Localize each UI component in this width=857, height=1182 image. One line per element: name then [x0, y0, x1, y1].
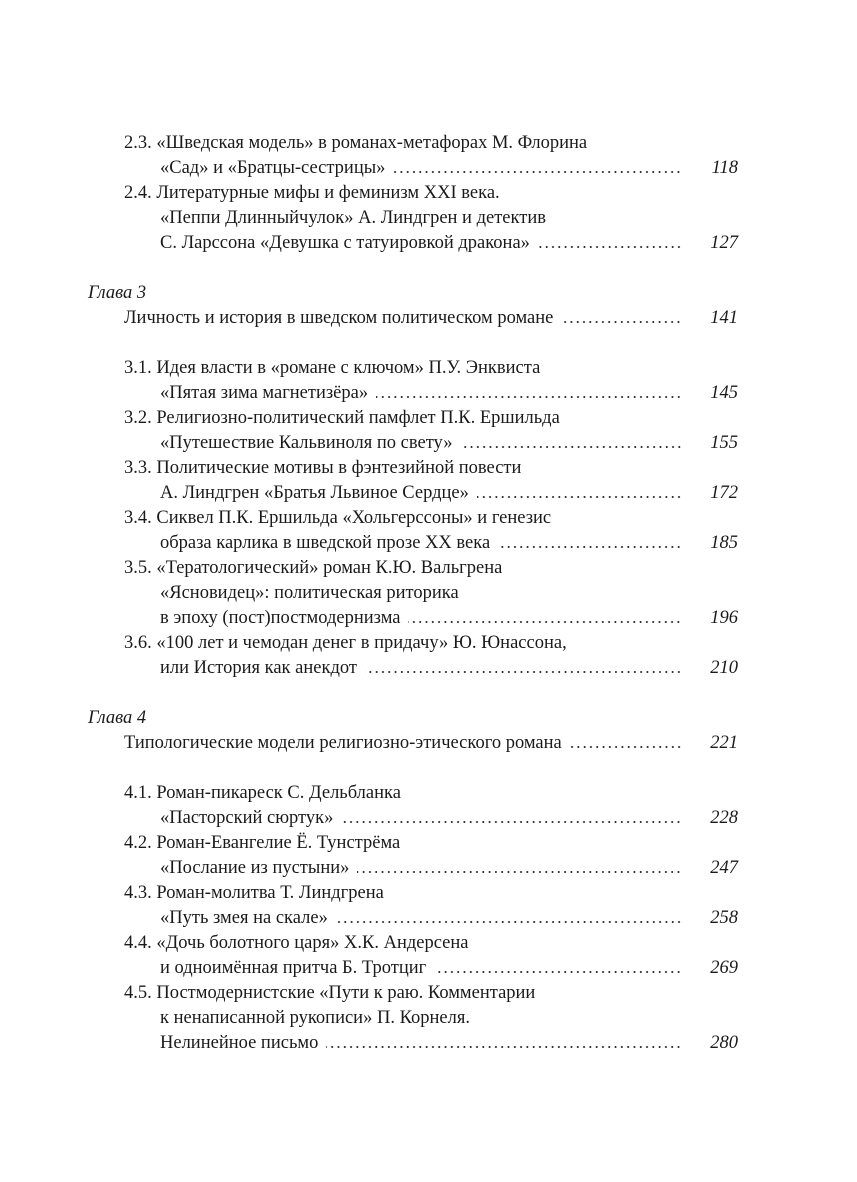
toc-line — [0, 431, 857, 456]
page-number: 228 — [710, 808, 738, 828]
toc-entry-line — [0, 881, 857, 906]
toc-entry-line — [0, 781, 857, 806]
toc-line — [0, 231, 857, 256]
entry-text: 3.5. «Тератологический» роман К.Ю. Вальгрена — [124, 558, 503, 578]
leader-line — [160, 531, 688, 556]
entry-text: С. Ларссона «Девушка с татуировкой дракона» — [160, 233, 530, 253]
entry-text: или История как анекдот — [160, 658, 357, 678]
chapter-heading-line — [0, 706, 857, 731]
leader-line — [160, 606, 688, 631]
leader-line — [160, 956, 688, 981]
spacer — [0, 756, 857, 781]
entry-text: «Пеппи Длинныйчулок» А. Линдгрен и детектив — [160, 208, 546, 228]
toc-entry-line — [0, 831, 857, 856]
entry-text: «Путешествие Кальвиноля по свету» — [160, 433, 453, 453]
page-number: 145 — [710, 383, 738, 403]
leader-line — [124, 306, 688, 331]
dot-leader — [570, 746, 682, 748]
toc-entry-line — [0, 631, 857, 656]
page-number: 258 — [710, 908, 738, 928]
dot-leader — [408, 621, 682, 623]
entry-text: 3.4. Сиквел П.К. Ершильда «Хольгерссоны» и генезис — [124, 508, 552, 528]
page-number: 196 — [710, 608, 738, 628]
toc-line — [0, 656, 857, 681]
entry-text: Личность и история в шведском политическом романе — [124, 308, 554, 328]
entry-text: 2.3. «Шведская модель» в романах-метафорах М. Флорина — [124, 133, 588, 153]
chapter-heading: Глава 4 — [88, 708, 147, 728]
page-number: 172 — [710, 483, 738, 503]
entry-text: Нелинейное письмо — [160, 1033, 319, 1053]
dot-leader — [336, 921, 682, 923]
entry-text: 4.3. Роман-молитва Т. Линдгрена — [124, 883, 384, 903]
dot-leader — [376, 396, 682, 398]
dot-leader — [365, 671, 682, 673]
toc-entry-line — [0, 406, 857, 431]
entry-text: «Пасторский сюртук» — [160, 808, 334, 828]
page-number: 155 — [710, 433, 738, 453]
toc-entry-line — [0, 131, 857, 156]
entry-text: Типологические модели религиозно-этического романа — [124, 733, 562, 753]
page-number: 141 — [710, 308, 738, 328]
entry-text: А. Линдгрен «Братья Львиное Сердце» — [160, 483, 469, 503]
entry-text: 4.1. Роман-пикареск С. Дельбланка — [124, 783, 401, 803]
entry-text: к ненаписанной рукописи» П. Корнеля. — [160, 1008, 470, 1028]
entry-text: 4.4. «Дочь болотного царя» Х.К. Андерсена — [124, 933, 469, 953]
page-number: 280 — [710, 1033, 738, 1053]
entry-text: «Послание из пустыни» — [160, 858, 350, 878]
toc-entry-line — [0, 1006, 857, 1031]
toc-entry-line — [0, 981, 857, 1006]
leader-line — [160, 1031, 688, 1056]
page-number: 247 — [710, 858, 738, 878]
entry-text: в эпоху (пост)постмодернизма — [160, 608, 401, 628]
toc-entry-line — [0, 581, 857, 606]
toc-entry-line — [0, 181, 857, 206]
leader-line — [160, 231, 688, 256]
dot-leader — [561, 321, 682, 323]
page-number: 185 — [710, 533, 738, 553]
chapter-heading-line — [0, 281, 857, 306]
page-number: 221 — [710, 733, 738, 753]
entry-text: 3.3. Политические мотивы в фэнтезийной повести — [124, 458, 522, 478]
entry-text: 3.1. Идея власти в «романе с ключом» П.У. Энквиста — [124, 358, 541, 378]
entry-text: образа карлика в шведской прозе XX века — [160, 533, 491, 553]
dot-leader — [477, 496, 682, 498]
entry-text: 4.5. Постмодернистские «Пути к раю. Комментарии — [124, 983, 536, 1003]
leader-line — [160, 481, 688, 506]
page-number: 269 — [710, 958, 738, 978]
toc-line — [0, 731, 857, 756]
toc-line — [0, 806, 857, 831]
spacer — [0, 331, 857, 356]
entry-text: 2.4. Литературные мифы и феминизм XXI века. — [124, 183, 500, 203]
toc-line — [0, 531, 857, 556]
page-number: 118 — [711, 158, 738, 178]
table-of-contents — [0, 131, 857, 1056]
page-number: 127 — [710, 233, 738, 253]
toc-line — [0, 306, 857, 331]
toc-line — [0, 856, 857, 881]
toc-line — [0, 1031, 857, 1056]
chapter-heading: Глава 3 — [88, 283, 147, 303]
leader-line — [124, 731, 688, 756]
entry-text: «Сад» и «Братцы-сестрицы» — [160, 158, 386, 178]
leader-line — [160, 906, 688, 931]
entry-text: и одноимённая притча Б. Тротциг — [160, 958, 427, 978]
spacer — [0, 256, 857, 281]
toc-entry-line — [0, 556, 857, 581]
toc-entry-line — [0, 356, 857, 381]
leader-line — [160, 381, 688, 406]
toc-line — [0, 956, 857, 981]
toc-line — [0, 156, 857, 181]
toc-line — [0, 481, 857, 506]
leader-line — [160, 156, 688, 181]
dot-leader — [393, 171, 682, 173]
leader-line — [160, 806, 688, 831]
entry-text: 3.6. «100 лет и чемодан денег в придачу» Ю. Юнассона, — [124, 633, 567, 653]
leader-line — [160, 431, 688, 456]
leader-line — [160, 656, 688, 681]
entry-text: 4.2. Роман-Евангелие Ё. Тунстрёма — [124, 833, 401, 853]
dot-leader — [434, 971, 682, 973]
spacer — [0, 681, 857, 706]
entry-text: «Ясновидец»: политическая риторика — [160, 583, 459, 603]
dot-leader — [461, 446, 682, 448]
page-number: 210 — [710, 658, 738, 678]
toc-entry-line — [0, 506, 857, 531]
toc-entry-line — [0, 456, 857, 481]
toc-entry-line — [0, 206, 857, 231]
toc-line — [0, 906, 857, 931]
toc-entry-line — [0, 931, 857, 956]
dot-leader — [498, 546, 682, 548]
toc-line — [0, 606, 857, 631]
entry-text: 3.2. Религиозно-политический памфлет П.К. Ершильда — [124, 408, 560, 428]
dot-leader — [357, 871, 682, 873]
dot-leader — [341, 821, 682, 823]
dot-leader — [326, 1046, 682, 1048]
leader-line — [160, 856, 688, 881]
entry-text: «Пятая зима магнетизёра» — [160, 383, 369, 403]
entry-text: «Путь змея на скале» — [160, 908, 328, 928]
toc-line — [0, 381, 857, 406]
dot-leader — [538, 246, 682, 248]
